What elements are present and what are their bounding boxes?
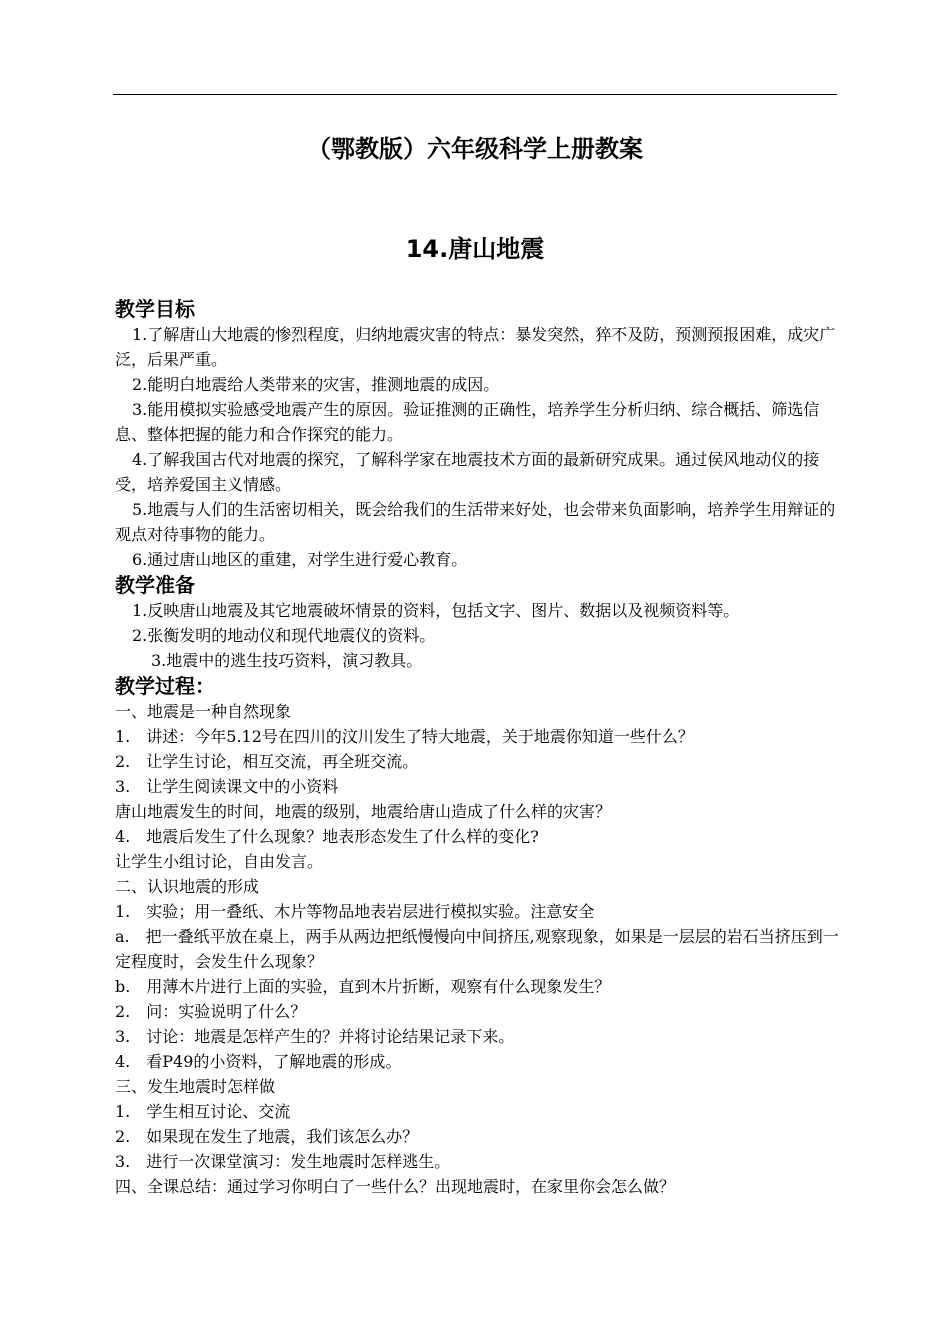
document-title: （鄂教版）六年级科学上册教案 xyxy=(307,135,643,163)
process-line: 让学生小组讨论，自由发言。 xyxy=(115,852,324,871)
process-line: 2. 如果现在发生了地震，我们该怎么办？ xyxy=(115,1127,419,1146)
objective-item: 3.能用模拟实验感受地震产生的原因。验证推测的正确性，培养学生分析归纳、综合概括、筛选信息、整体把握的能力和合作探究的能力。 xyxy=(115,400,820,444)
process-line: 3. 进行一次课堂演习：发生地震时怎样逃生。 xyxy=(115,1152,451,1171)
process-section-title: 一、地震是一种自然现象 xyxy=(115,702,292,721)
process-line: 4. 看P49的小资料，了解地震的形成。 xyxy=(115,1052,402,1071)
preparation-item: 2.张衡发明的地动仪和现代地震仪的资料。 xyxy=(132,626,436,645)
process-section-title: 四、全课总结：通过学习你明白了一些什么？出现地震时，在家里你会怎么做？ xyxy=(115,1177,676,1196)
process-heading: 教学过程： xyxy=(115,674,215,698)
process-section-title: 二、认识地震的形成 xyxy=(115,877,260,896)
objective-item: 6.通过唐山地区的重建，对学生进行爱心教育。 xyxy=(132,550,468,569)
preparation-item: 3.地震中的逃生技巧资料，演习教具。 xyxy=(151,651,423,670)
objective-item: 1.了解唐山大地震的惨烈程度，归纳地震灾害的特点：暴发突然，猝不及防，预测预报困难，成灾广泛，后果严重。 xyxy=(115,325,836,369)
process-line: 2. 问：实验说明了什么？ xyxy=(115,1002,307,1021)
process-line: 3. 讨论：地震是怎样产生的？并将讨论结果记录下来。 xyxy=(115,1027,515,1046)
process-line: a. 把一叠纸平放在桌上，两手从两边把纸慢慢向中间挤压,观察现象，如果是一层层的岩石当挤压到一定程度时，会发生什么现象？ xyxy=(115,927,839,971)
lesson-title: 14.唐山地震 xyxy=(405,235,545,263)
process-line: 1. 实验；用一叠纸、木片等物品地表岩层进行模拟实验。注意安全 xyxy=(115,902,595,921)
process-line: 4. 地震后发生了什么现象？地表形态发生了什么样的变化? xyxy=(115,827,539,846)
preparation-item: 1.反映唐山地震及其它地震破坏情景的资料，包括文字、图片、数据以及视频资料等。 xyxy=(132,601,740,620)
objective-item: 5.地震与人们的生活密切相关，既会给我们的生活带来好处，也会带来负面影响，培养学生用辩证的观点对待事物的能力。 xyxy=(115,500,836,544)
process-line: 2. 让学生讨论，相互交流，再全班交流。 xyxy=(115,752,419,771)
process-line: 1. 讲述：今年5.12号在四川的汶川发生了特大地震，关于地震你知道一些什么？ xyxy=(115,727,694,746)
objective-item: 2.能明白地震给人类带来的灾害，推测地震的成因。 xyxy=(132,375,500,394)
process-section-title: 三、发生地震时怎样做 xyxy=(115,1077,276,1096)
process-line: 唐山地震发生的时间，地震的级别，地震给唐山造成了什么样的灾害？ xyxy=(115,802,612,821)
process-line: b. 用薄木片进行上面的实验，直到木片折断，观察有什么现象发生？ xyxy=(115,977,611,996)
document-body xyxy=(115,296,839,1199)
process-line: 3. 让学生阅读课文中的小资料 xyxy=(115,777,339,796)
objective-item: 4.了解我国古代对地震的探究，了解科学家在地震技术方面的最新研究成果。通过侯风地动仪的接受，培养爱国主义情感。 xyxy=(115,450,820,494)
objectives-heading: 教学目标 xyxy=(115,297,195,321)
preparation-heading: 教学准备 xyxy=(115,573,195,597)
header-rule xyxy=(113,94,837,95)
process-line: 1. 学生相互讨论、交流 xyxy=(115,1102,291,1121)
